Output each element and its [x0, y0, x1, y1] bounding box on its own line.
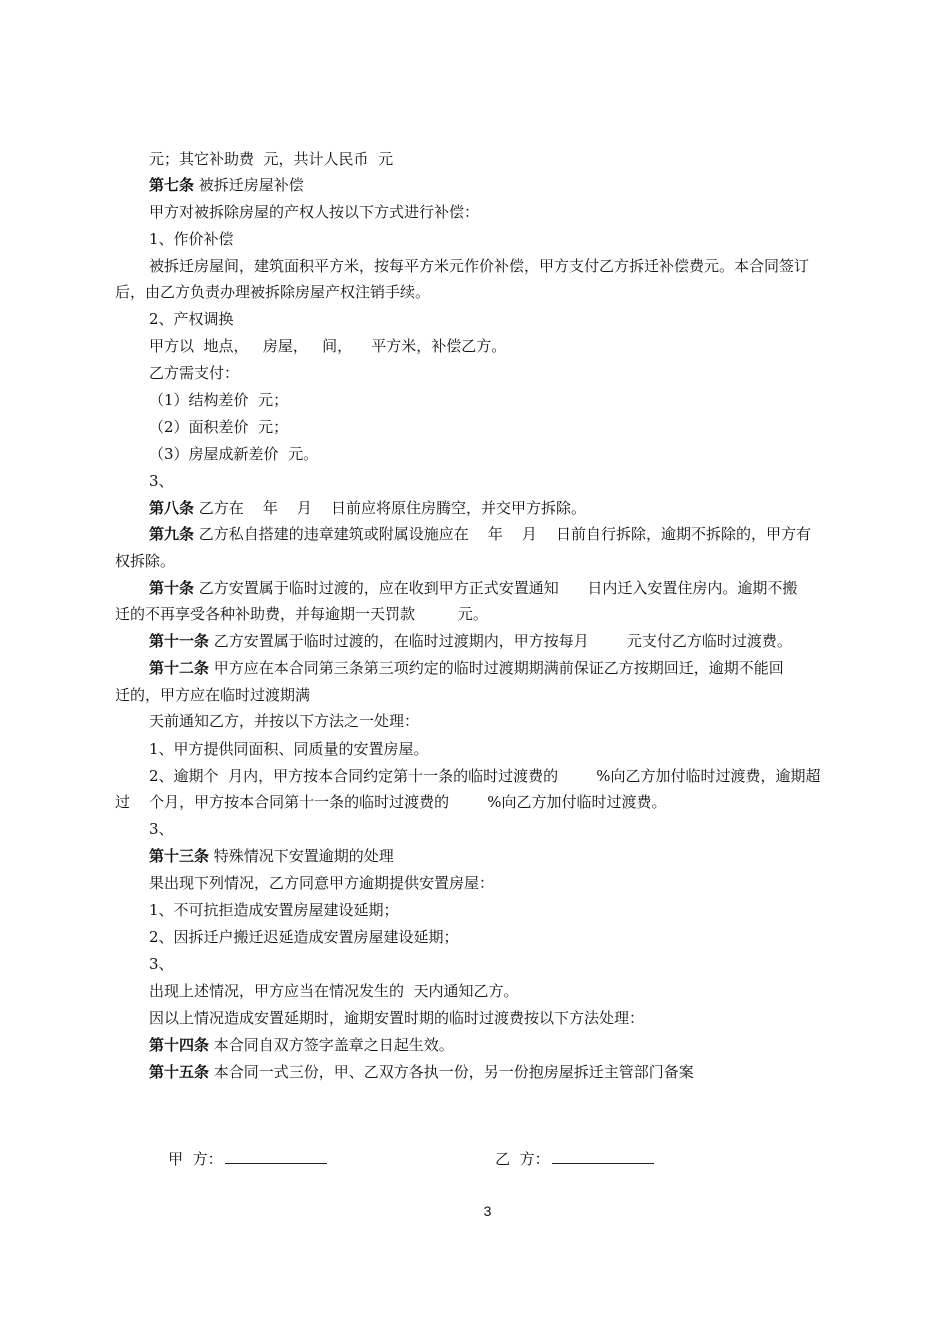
contract-line [115, 601, 488, 627]
article-heading: 第十条 [149, 579, 195, 597]
party-b-signature-line [552, 1147, 654, 1164]
contract-line [149, 146, 393, 172]
article-heading: 第十三条 [149, 847, 210, 865]
contract-line [149, 1032, 454, 1058]
contract-line [149, 870, 494, 896]
contract-line [149, 333, 506, 359]
party-b-label: 乙 方： [495, 1150, 550, 1168]
line-text: 2、产权调换 [149, 310, 234, 328]
line-text: （1）结构差价 元； [149, 391, 289, 409]
article-heading: 第十一条 [149, 632, 210, 650]
contract-line [149, 816, 174, 842]
line-text: 乙方私自搭建的违章建筑或附属设施应在 年 月 日前自行拆除，逾期不拆除的，甲方有 [194, 525, 812, 543]
line-text: 天前通知乙方，并按以下方法之一处理： [149, 712, 420, 730]
contract-line [149, 1005, 644, 1031]
line-text: （2）面积差价 元； [149, 418, 289, 436]
line-text: 3、 [149, 955, 174, 973]
contract-line [149, 387, 288, 413]
line-text: 2、因拆迁户搬迁迟延造成安置房屋建设延期； [149, 928, 459, 946]
line-text: 3、 [149, 820, 174, 838]
page-number: 3 [483, 1203, 492, 1219]
line-text: 迁的不再享受各种补助费，并每逾期一天罚款 元。 [115, 605, 488, 623]
line-text: 甲方对被拆除房屋的产权人按以下方式进行补偿： [149, 203, 480, 221]
party-a-signature-line [225, 1147, 327, 1164]
article-heading: 第七条 [149, 176, 195, 194]
line-text: 本合同一式三份，甲、乙双方各执一份，另一份抱房屋拆迁主管部门备案 [209, 1063, 694, 1081]
contract-line [149, 253, 809, 279]
line-text: 本合同自双方签字盖章之日起生效。 [209, 1036, 454, 1054]
line-text: 被拆迁房屋间，建筑面积平方米，按每平方米元作价补偿，甲方支付乙方拆迁补偿费元。本合同签订 [149, 257, 810, 275]
contract-line [149, 360, 239, 386]
party-a-signature [149, 1120, 327, 1198]
line-text: 因以上情况造成安置延期时，逾期安置时期的临时过渡费按以下方法处理： [149, 1009, 645, 1027]
line-text: 出现上述情况，甲方应当在情况发生的 天内通知乙方。 [149, 982, 519, 1000]
contract-line [149, 897, 399, 923]
article-heading: 第十二条 [149, 659, 210, 677]
contract-line [149, 414, 288, 440]
party-a-label: 甲 方： [168, 1150, 223, 1168]
contract-line [149, 226, 234, 252]
contract-line [149, 736, 429, 762]
line-text: 1、甲方提供同面积、同质量的安置房屋。 [149, 740, 429, 758]
contract-line [115, 682, 310, 708]
line-text: 迁的，甲方应在临时过渡期满 [115, 686, 311, 704]
contract-line [115, 789, 666, 815]
contract-line [115, 279, 430, 305]
line-text: 特殊情况下安置逾期的处理 [209, 847, 394, 865]
line-text: 1、不可抗拒造成安置房屋建设延期； [149, 901, 399, 919]
line-text: 2、逾期个 月内，甲方按本合同约定第十一条的临时过渡费的 %向乙方加付临时过渡费，逾期超 [149, 767, 821, 785]
contract-line [149, 468, 174, 494]
line-text: 权拆除。 [115, 552, 176, 570]
contract-line [149, 575, 797, 601]
contract-line [149, 521, 811, 547]
contract-line [149, 655, 784, 681]
contract-line [149, 924, 459, 950]
article-heading: 第十四条 [149, 1036, 210, 1054]
contract-line [149, 199, 479, 225]
line-text: 被拆迁房屋补偿 [194, 176, 304, 194]
contract-line [149, 306, 234, 332]
party-b-signature [476, 1120, 654, 1198]
contract-line [115, 548, 175, 574]
line-text: 过 个月，甲方按本合同第十一条的临时过渡费的 %向乙方加付临时过渡费。 [115, 793, 667, 811]
line-text: 乙方在 年 月 日前应将原住房腾空，并交甲方拆除。 [194, 499, 587, 517]
line-text: （3）房屋成新差价 元。 [149, 445, 319, 463]
line-text: 3、 [149, 472, 174, 490]
contract-line [149, 628, 792, 654]
line-text: 1、作价补偿 [149, 230, 234, 248]
contract-line [149, 843, 394, 869]
line-text: 乙方安置属于临时过渡的，在临时过渡期内，甲方按每月 元支付乙方临时过渡费。 [209, 632, 792, 650]
line-text: 乙方需支付： [149, 364, 240, 382]
line-text: 乙方安置属于临时过渡的，应在收到甲方正式安置通知 日内迁入安置住房内。逾期不搬 [194, 579, 798, 597]
line-text: 甲方应在本合同第三条第三项约定的临时过渡期期满前保证乙方按期回迁，逾期不能回 [209, 659, 784, 677]
contract-line [149, 978, 519, 1004]
contract-line [149, 1059, 694, 1085]
contract-line [149, 763, 820, 789]
article-heading: 第十五条 [149, 1063, 210, 1081]
contract-line [149, 441, 318, 467]
line-text: 元；其它补助费 元，共计人民币 元 [149, 150, 394, 168]
line-text: 后，由乙方负责办理被拆除房屋产权注销手续。 [115, 283, 431, 301]
article-heading: 第八条 [149, 499, 195, 517]
line-text: 果出现下列情况，乙方同意甲方逾期提供安置房屋： [149, 874, 495, 892]
contract-line [149, 495, 586, 521]
contract-line [149, 708, 419, 734]
contract-line [149, 951, 174, 977]
line-text: 甲方以 地点， 房屋， 间， 平方米，补偿乙方。 [149, 337, 507, 355]
contract-line [149, 172, 304, 198]
article-heading: 第九条 [149, 525, 195, 543]
